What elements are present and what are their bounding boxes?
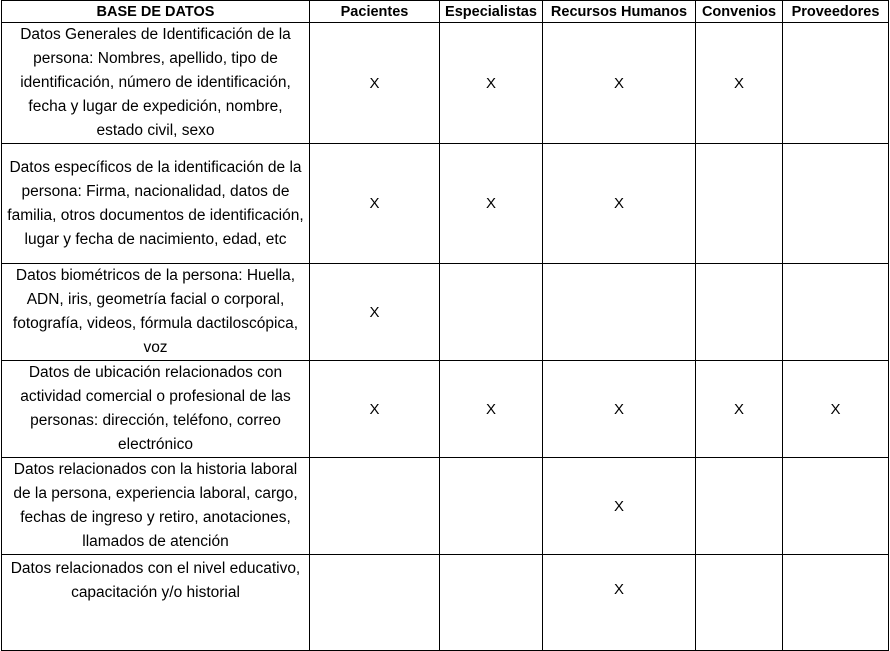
row-description: Datos Generales de Identificación de la persona: Nombres, apellido, tipo de identificación, número de identificación, fecha y lugar de expedición, nombre, estado civil, sexo xyxy=(2,23,310,144)
cell-pacientes xyxy=(310,458,440,555)
cell-especialistas: X xyxy=(440,144,543,264)
cell-proveedores xyxy=(783,23,889,144)
table-row xyxy=(2,458,889,555)
table-row xyxy=(2,144,889,264)
cell-especialistas xyxy=(440,555,543,651)
cell-convenios: X xyxy=(696,361,783,458)
cell-pacientes: X xyxy=(310,23,440,144)
table-row xyxy=(2,264,889,361)
cell-recursos-humanos: X xyxy=(543,144,696,264)
row-description: Datos biométricos de la persona: Huella, ADN, iris, geometría facial o corporal, fotografía, videos, fórmula dactiloscópica, voz xyxy=(2,264,310,361)
cell-recursos-humanos: X xyxy=(543,458,696,555)
header-row xyxy=(2,1,889,23)
row-description: Datos relacionados con el nivel educativo, capacitación y/o historial xyxy=(2,555,310,651)
cell-pacientes: X xyxy=(310,361,440,458)
cell-recursos-humanos: X xyxy=(543,555,696,651)
header-proveedores: Proveedores xyxy=(783,1,889,23)
header-especialistas: Especialistas xyxy=(440,1,543,23)
cell-proveedores xyxy=(783,458,889,555)
header-convenios: Convenios xyxy=(696,1,783,23)
cell-recursos-humanos: X xyxy=(543,361,696,458)
cell-especialistas: X xyxy=(440,23,543,144)
header-base-de-datos: BASE DE DATOS xyxy=(2,1,310,23)
cell-convenios: X xyxy=(696,23,783,144)
cell-recursos-humanos: X xyxy=(543,23,696,144)
header-recursos-humanos: Recursos Humanos xyxy=(543,1,696,23)
cell-recursos-humanos xyxy=(543,264,696,361)
cell-proveedores xyxy=(783,264,889,361)
header-pacientes: Pacientes xyxy=(310,1,440,23)
cell-convenios xyxy=(696,144,783,264)
cell-especialistas: X xyxy=(440,361,543,458)
cell-convenios xyxy=(696,458,783,555)
row-description: Datos de ubicación relacionados con actividad comercial o profesional de las personas: dirección, teléfono, correo electrónico xyxy=(2,361,310,458)
table-row xyxy=(2,555,889,651)
cell-proveedores: X xyxy=(783,361,889,458)
cell-pacientes xyxy=(310,555,440,651)
cell-especialistas xyxy=(440,458,543,555)
cell-pacientes: X xyxy=(310,264,440,361)
table-row xyxy=(2,361,889,458)
table-row xyxy=(2,23,889,144)
cell-convenios xyxy=(696,555,783,651)
database-table xyxy=(1,0,889,651)
cell-convenios xyxy=(696,264,783,361)
row-description: Datos específicos de la identificación de la persona: Firma, nacionalidad, datos de familia, otros documentos de identificación, lugar y fecha de nacimiento, edad, etc xyxy=(2,144,310,264)
row-description: Datos relacionados con la historia laboral de la persona, experiencia laboral, cargo, fechas de ingreso y retiro, anotaciones, llamados de atención xyxy=(2,458,310,555)
cell-especialistas xyxy=(440,264,543,361)
cell-proveedores xyxy=(783,555,889,651)
cell-pacientes: X xyxy=(310,144,440,264)
cell-proveedores xyxy=(783,144,889,264)
